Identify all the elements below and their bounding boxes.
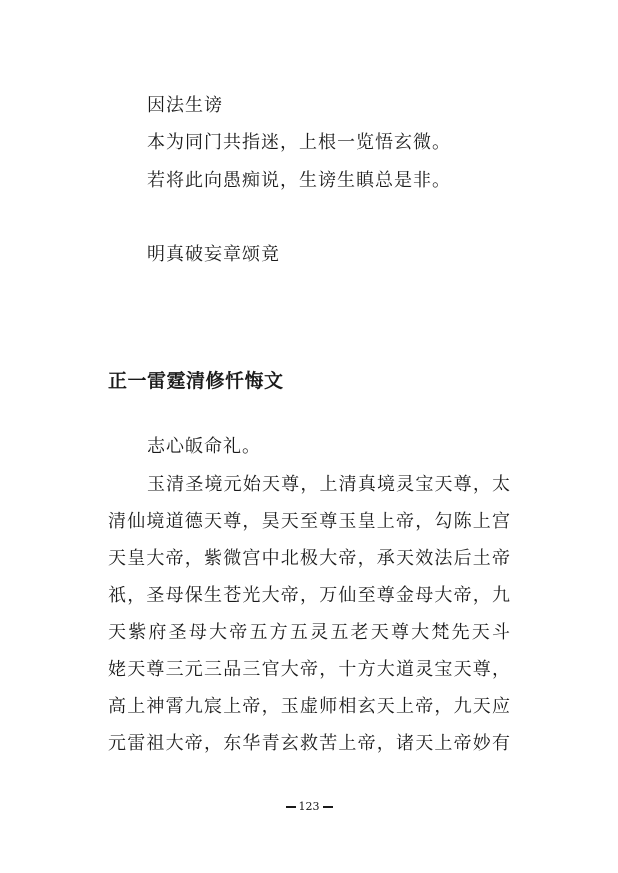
- page-number: 123: [298, 800, 320, 813]
- paragraph-line: 玉清圣境元始天尊，上清真境灵宝天尊，太: [147, 474, 510, 495]
- poem-title: 因法生谤: [147, 95, 223, 116]
- section-heading: 正一雷霆清修忏悔文: [108, 370, 284, 392]
- paragraph-line: 清仙境道德天尊，昊天至尊玉皇上帝，勾陈上宫: [108, 511, 510, 532]
- footer-dash-right: [323, 806, 333, 808]
- paragraph-line: 天紫府圣母大帝五方五灵五老天尊大梵先天斗: [108, 622, 510, 643]
- paragraph-line: 祇，圣母保生苍光大帝，万仙至尊金母大帝，九: [108, 585, 510, 606]
- paragraph-line: 高上神霄九宸上帝，玉虚师相玄天上帝，九天应: [108, 696, 510, 717]
- paragraph-line: 元雷祖大帝，东华青玄救苦上帝，诸天上帝妙有: [108, 733, 510, 754]
- page-footer: [0, 799, 618, 815]
- paragraph-line: 姥天尊三元三品三官大帝，十方大道灵宝天尊，: [108, 659, 510, 680]
- invocation-line: 志心皈命礼。: [147, 436, 261, 457]
- paragraph-line: 天皇大帝，紫微宫中北极大帝，承天效法后土帝: [108, 548, 510, 569]
- poem-line: 本为同门共指迷，上根一览悟玄微。: [147, 132, 451, 153]
- poem-closing-title: 明真破妄章颂竟: [147, 244, 280, 265]
- footer-dash-left: [286, 806, 296, 808]
- poem-line: 若将此向愚痴说，生谤生瞋总是非。: [147, 170, 451, 191]
